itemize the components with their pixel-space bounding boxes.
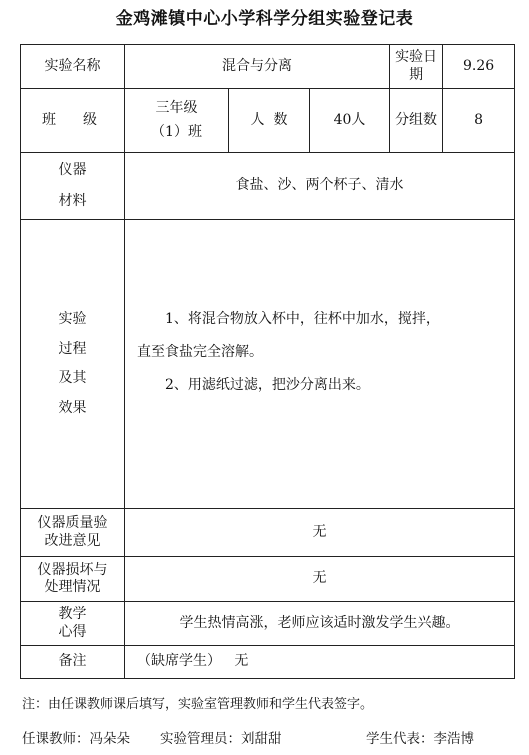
quality-label-line2: 改进意见 — [44, 532, 101, 549]
row-remarks — [21, 646, 515, 679]
experiment-name-value: 混合与分离 — [125, 45, 390, 89]
row-class-info — [21, 89, 515, 153]
process-step1-line2: 直至食盐完全溶解。 — [137, 344, 263, 360]
materials-label-line2: 材料 — [58, 193, 87, 209]
teaching-label-line1: 教学 — [58, 606, 87, 622]
class-grade: 三年级 — [155, 100, 198, 116]
remarks-value: （缺席学生） 无 — [125, 646, 515, 679]
materials-label — [21, 153, 125, 220]
class-label: 班 级 — [21, 89, 125, 153]
damage-value: 无 — [125, 557, 515, 602]
process-step1-line1: 1、将混合物放入杯中，往杯中加水，搅拌， — [165, 311, 440, 327]
process-label — [21, 220, 125, 509]
experiment-date-label: 实验日期 — [390, 45, 443, 89]
process-step2: 2、用滤纸过滤，把沙分离出来。 — [165, 377, 370, 393]
row-materials — [21, 153, 515, 220]
experiment-name-label: 实验名称 — [21, 45, 125, 89]
process-label-line2: 过程 — [58, 340, 87, 357]
page-title: 金鸡滩镇中心小学科学分组实验登记表 — [115, 9, 414, 29]
row-process — [21, 220, 515, 509]
quality-value: 无 — [125, 509, 515, 557]
quality-label-line1: 仪器质量验 — [37, 515, 108, 531]
footnote: 注：由任课教师课后填写，实验室管理教师和学生代表签字。 — [22, 697, 374, 712]
materials-value: 食盐、沙、两个杯子、清水 — [125, 153, 515, 220]
remarks-label: 备注 — [21, 646, 125, 679]
damage-label-line1: 仪器损坏与 — [37, 561, 108, 578]
materials-label-line1: 仪器 — [58, 161, 87, 178]
experiment-date-value: 9.26 — [443, 45, 515, 89]
teaching-label-line2: 心得 — [58, 623, 87, 640]
damage-label-line2: 处理情况 — [44, 579, 101, 595]
process-label-line4: 效果 — [58, 399, 87, 416]
process-value — [125, 220, 515, 509]
registration-table — [20, 44, 515, 679]
process-label-line1: 实验 — [58, 311, 87, 327]
student-count-label: 人 数 — [229, 89, 310, 153]
process-label-line3: 及其 — [58, 370, 87, 386]
row-experiment-name — [21, 45, 515, 89]
group-count-label: 分组数 — [390, 89, 443, 153]
teacher-signature: 任课教师：冯朵朵 — [22, 731, 130, 747]
class-value — [125, 89, 229, 153]
student-count-value: 40人 — [310, 89, 390, 153]
quality-label — [21, 509, 125, 557]
teaching-value: 学生热情高涨，老师应该适时激发学生兴趣。 — [125, 602, 515, 646]
group-count-value: 8 — [443, 89, 515, 153]
teaching-label — [21, 602, 125, 646]
row-teaching — [21, 602, 515, 646]
student-rep-signature: 学生代表：李浩博 — [366, 731, 474, 747]
class-number: （1）班 — [151, 123, 202, 140]
lab-admin-signature: 实验管理员：刘甜甜 — [160, 731, 282, 747]
row-quality — [21, 509, 515, 557]
damage-label — [21, 557, 125, 602]
row-damage — [21, 557, 515, 602]
